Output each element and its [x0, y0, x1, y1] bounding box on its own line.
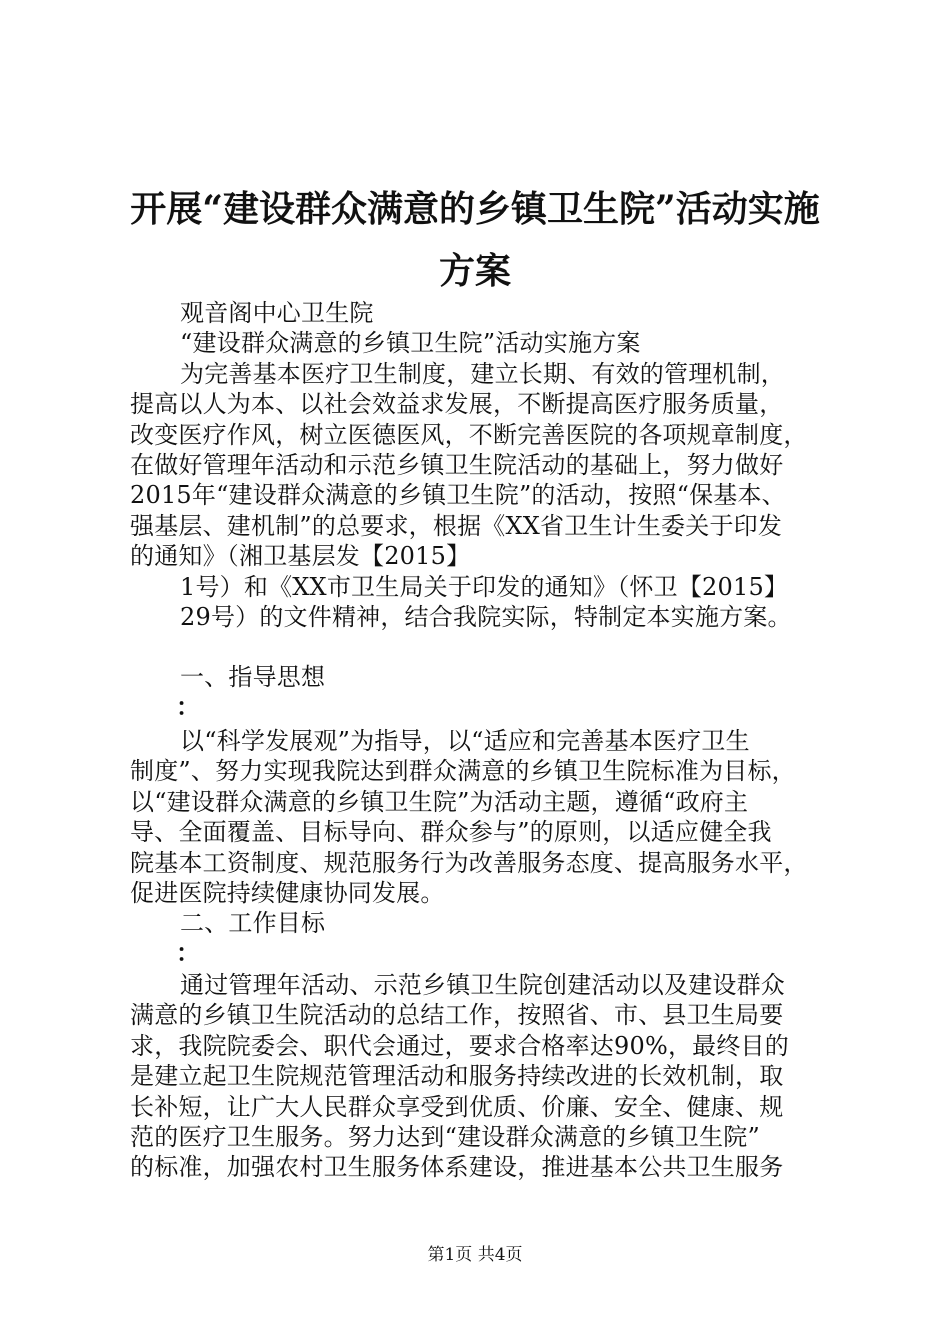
- text-line: 的通知》（湘卫基层发【2015】: [130, 542, 471, 571]
- text-line: 导、全面覆盖、目标导向、群众参与”的原则，以适应健全我: [130, 818, 772, 847]
- text-line: 院基本工资制度、规范服务行为改善服务态度、提高服务水平，: [130, 848, 808, 877]
- section-colon: ：: [176, 938, 201, 968]
- text-line: 的标准，加强农村卫生服务体系建设，推进基本公共卫生服务: [130, 1153, 784, 1182]
- text-line: 范的医疗卫生服务。努力达到“建设群众满意的乡镇卫生院”: [130, 1122, 760, 1151]
- text-line: 是建立起卫生院规范管理活动和服务持续改进的长效机制，取: [130, 1062, 784, 1091]
- section-1: [130, 662, 842, 723]
- title-line-1: 开展“建设群众满意的乡镇卫生院”活动实施: [130, 188, 820, 230]
- text-line: 促进医院持续健康协同发展。: [130, 878, 445, 907]
- text-line: 观音阁中心卫生院: [180, 299, 374, 327]
- intro-paragraph: [130, 298, 842, 632]
- text-line: 满意的乡镇卫生院活动的总结工作，按照省、市、县卫生局要: [130, 1001, 784, 1030]
- document-title: [110, 178, 840, 302]
- section-colon: ：: [176, 692, 201, 722]
- text-line: 长补短，让广大人民群众享受到优质、价廉、安全、健康、规: [130, 1092, 784, 1121]
- text-line: 2015年“建设群众满意的乡镇卫生院”的活动，按照“保基本、: [130, 481, 786, 510]
- text-line: 制度”、努力实现我院达到群众满意的乡镇卫生院标准为目标，: [130, 757, 796, 786]
- title-line-2: 方案: [438, 250, 511, 292]
- text-line: 1号）和《XX市卫生局关于印发的通知》（怀卫【2015】: [180, 572, 789, 601]
- text-line: 求，我院院委会、职代会通过，要求合格率达90%，最终目的: [130, 1031, 789, 1060]
- text-line: 以“科学发展观”为指导，以“适应和完善基本医疗卫生: [180, 727, 750, 755]
- text-line: 在做好管理年活动和示范乡镇卫生院活动的基础上，努力做好: [130, 450, 784, 479]
- guiding-ideology-paragraph: [130, 726, 842, 908]
- text-line: “建设群众满意的乡镇卫生院”活动实施方案: [180, 329, 641, 358]
- work-goals-paragraph: [130, 970, 842, 1183]
- section-heading: 一、指导思想: [180, 663, 326, 691]
- text-line: 通过管理年活动、示范乡镇卫生院创建活动以及建设群众: [180, 971, 785, 999]
- text-line: 29号）的文件精神，结合我院实际，特制定本实施方案。: [180, 602, 792, 631]
- text-line: 为完善基本医疗卫生制度，建立长期、有效的管理机制，: [180, 359, 785, 388]
- text-line: 强基层、建机制”的总要求，根据《XX省卫生计生委关于印发: [130, 511, 783, 540]
- section-heading: 二、工作目标: [180, 909, 326, 937]
- text-line: 以“建设群众满意的乡镇卫生院”为活动主题，遵循“政府主: [130, 787, 749, 816]
- text-line: 提高以人为本、以社会效益求发展，不断提高医疗服务质量，: [130, 390, 784, 419]
- page-footer: 第1页 共4页: [427, 1245, 523, 1265]
- text-line: 改变医疗作风，树立医德医风，不断完善医院的各项规章制度，: [130, 420, 808, 449]
- section-2: [130, 908, 842, 969]
